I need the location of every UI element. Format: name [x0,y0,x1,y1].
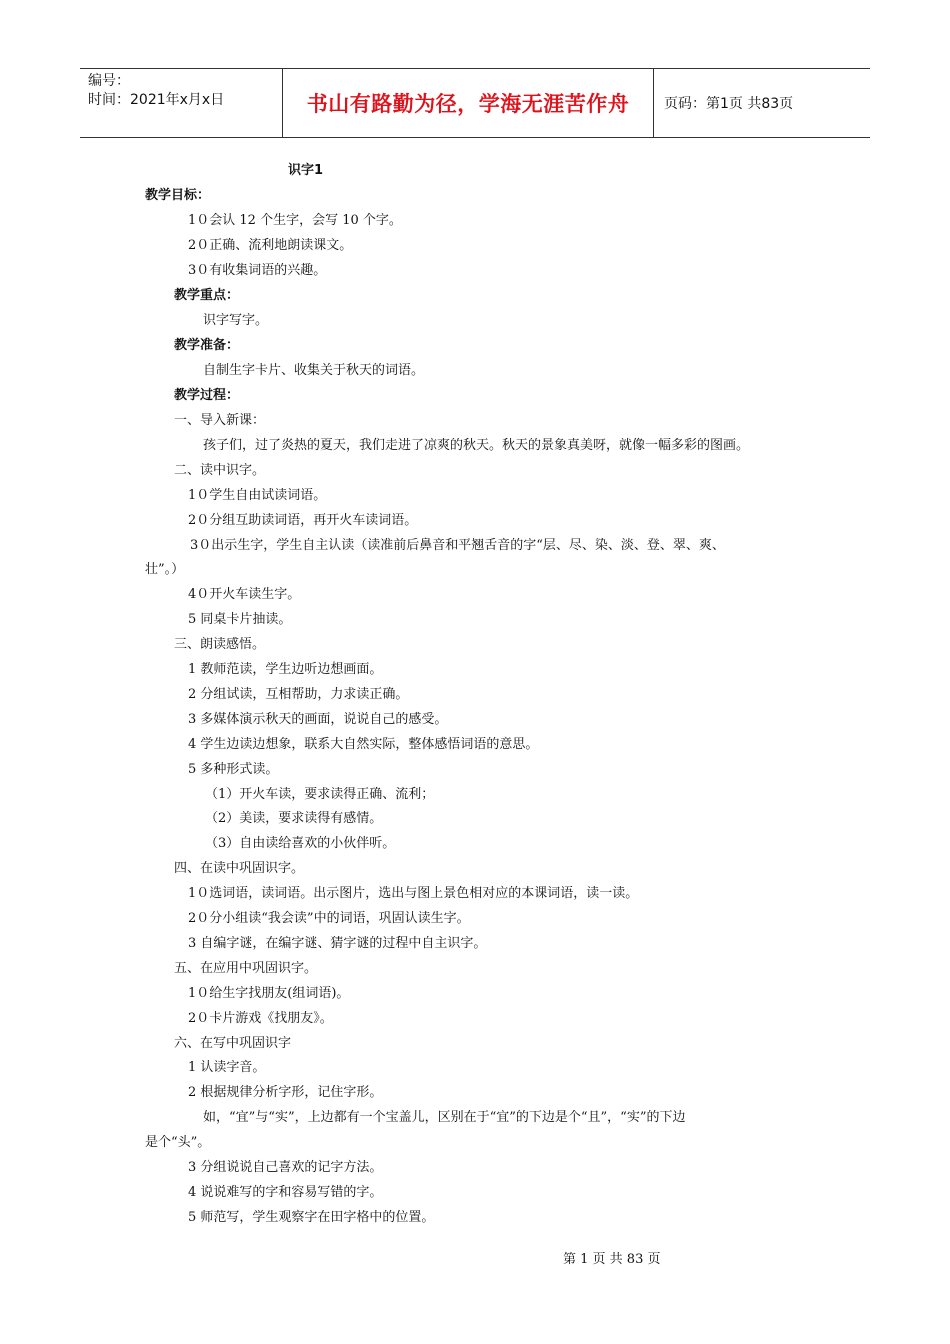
section-heading: 教学过程： [174,388,240,403]
doc-title: 识字1 [288,163,324,178]
text-line: 二、读中识字。 [174,463,266,478]
page-footer: 第 1 页 共 83 页 [563,1252,661,1267]
motto-text: 书山有路勤为径，学海无涯苦作舟 [306,92,630,116]
section-heading: 教学目标： [145,188,211,203]
text-line: 三、朗读感悟。 [174,637,266,652]
text-line: 4 学生边读边想象，联系大自然实际，整体感悟词语的意思。 [188,737,539,752]
text-line: 2 分组试读，互相帮助，力求读正确。 [188,687,409,702]
section-heading: 教学准备： [174,338,240,353]
text-line: 3０出示生字，学生自主认读（读准前后鼻音和平翘舌音的字“层、尽、染、淡、登、翠、爽、 [190,538,725,553]
header-page-info: 页码：第1页 共83页 [664,96,794,112]
text-line: 六、在写中巩固识字 [174,1036,292,1051]
text-line: 如，“宜”与“实”，上边都有一个宝盖儿，区别在于“宜”的下边是个“且”，“实”的下边 [203,1110,686,1125]
text-line: 四、在读中巩固识字。 [174,861,305,876]
time-label: 时间：2021年x月x日 [88,92,225,108]
text-line: 孩子们，过了炎热的夏天，我们走进了凉爽的秋天。秋天的景象真美呀，就像一幅多彩的图画。 [203,438,750,453]
text-line: 1 教师范读，学生边听边想画面。 [188,662,383,677]
text-line: 3 多媒体演示秋天的画面，说说自己的感受。 [188,712,448,727]
text-line: 5 多种形式读。 [188,762,279,777]
text-line: 壮”。） [145,562,185,577]
text-line: （2）美读，要求读得有感情。 [205,811,383,826]
page-header [80,68,870,138]
text-line: 2０卡片游戏《找朋友》。 [188,1011,333,1026]
text-line: 1０选词语，读词语。出示图片，选出与图上景色相对应的本课词语，读一读。 [188,886,639,901]
text-line: 3 自编字谜，在编字谜、猜字谜的过程中自主识字。 [188,936,487,951]
header-motto-cell [282,69,654,137]
section-heading: 教学重点： [174,288,240,303]
text-line: 是个“头”。 [145,1135,211,1150]
text-line: 3 分组说说自己喜欢的记字方法。 [188,1160,383,1175]
number-label: 编号： [88,73,130,89]
text-line: 自制生字卡片、收集关于秋天的词语。 [203,363,425,378]
text-line: 3０有收集词语的兴趣。 [188,263,327,278]
text-line: 1０给生字找朋友(组词语)。 [188,986,350,1001]
text-line: 2 根据规律分析字形，记住字形。 [188,1085,383,1100]
text-line: （3）自由读给喜欢的小伙伴听。 [205,836,396,851]
text-line: 1 认读字音。 [188,1060,266,1075]
text-line: （1）开火车读，要求读得正确、流利； [205,787,435,802]
text-line: 4 说说难写的字和容易写错的字。 [188,1185,383,1200]
text-line: 5 同桌卡片抽读。 [188,612,292,627]
text-line: 2０分小组读“我会读”中的词语，巩固认读生字。 [188,911,470,926]
header-meta [80,69,282,137]
text-line: 4０开火车读生字。 [188,587,301,602]
text-line: 1０学生自由试读词语。 [188,488,327,503]
text-line: 2０正确、流利地朗读课文。 [188,238,353,253]
text-line: 一、导入新课： [174,413,266,428]
text-line: 5 师范写，学生观察字在田字格中的位置。 [188,1210,435,1225]
text-line: 识字写字。 [203,313,269,328]
text-line: 1０会认 12 个生字，会写 10 个字。 [188,213,402,228]
text-line: 2０分组互助读词语，再开火车读词语。 [188,513,418,528]
text-line: 五、在应用中巩固识字。 [174,961,318,976]
